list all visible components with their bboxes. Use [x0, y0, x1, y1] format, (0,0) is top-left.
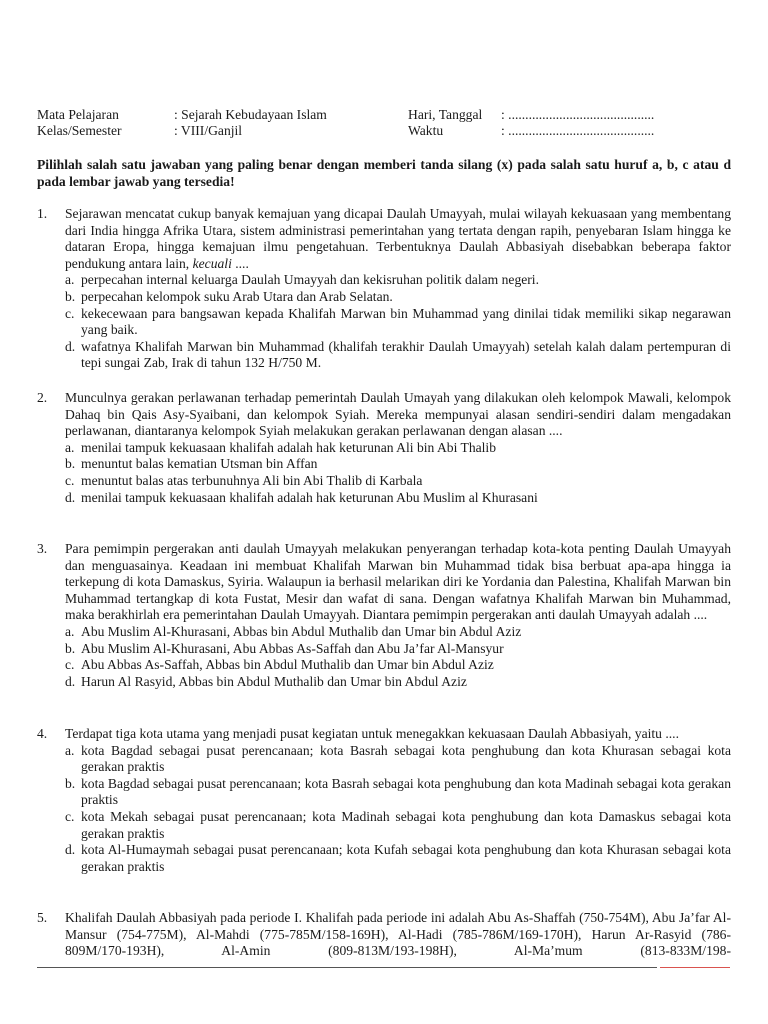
option-a[interactable]: a. kota Bagdad sebagai pusat perencanaan; kota Basrah sebagai kota penghubung dan kota Khurasan sebagai kota gerakan praktis: [65, 742, 731, 775]
question-5: [37, 910, 731, 960]
question-stem: Munculnya gerakan perlawanan terhadap pemerintah Daulah Umayah yang dilakukan oleh kelompok Mawali, kelompok Dahaq bin Qais Asy-Syaibani, dan kelompok Syiah. Mereka mempunyai alasan sendiri-sendiri dalam mengadakan perlawanan, diantaranya kelompok Syiah melakukan gerakan perlawanan dengan alasan ....: [65, 390, 731, 439]
question-2: [37, 390, 731, 506]
option-c[interactable]: c. kekecewaan para bangsawan kepada Khalifah Marwan bin Muhammad yang dinilai tidak memiliki sikap negarawan yang baik.: [65, 305, 731, 338]
footer-rule: [37, 967, 657, 968]
instructions: Pilihlah salah satu jawaban yang paling benar dengan memberi tanda silang (x) pada salah satu huruf a, b, c atau d pada lembar jawab yang tersedia!: [37, 157, 731, 189]
header-row-1: [37, 107, 738, 124]
footer-rule-accent: [660, 967, 730, 968]
option-b[interactable]: b. kota Bagdad sebagai pusat perencanaan; kota Basrah sebagai kota penghubung dan kota Madinah sebagai kota gerakan praktis: [65, 775, 731, 808]
question-number: 1.: [37, 206, 48, 221]
time-value: : ...........................................: [501, 123, 655, 138]
option-b[interactable]: b. Abu Muslim Al-Khurasani, Abu Abbas As-Saffah dan Abu Ja’far Al-Mansyur: [65, 640, 504, 656]
option-c[interactable]: c. menuntut balas atas terbunuhnya Ali bin Abi Thalib di Karbala: [65, 472, 423, 488]
question-stem: Sejarawan mencatat cukup banyak kemajuan yang dicapai Daulah Umayyah, mulai wilayah kekuasaan yang membentang dari India hingga Afrika Utara, sistem administrasi pemerintahan yang tertata dengan rapih, penyebaran Islam hingga ke dataran Eropa, hingga kemajuan ilmu pengetahuan. Terbentuknya Daulah Abbasiyah disebabkan beberapa faktor pendukung antara lain, kecuali ....: [65, 206, 731, 271]
question-number: 4.: [37, 726, 48, 741]
option-a[interactable]: a. Abu Muslim Al-Khurasani, Abbas bin Abdul Muthalib dan Umar bin Abdul Aziz: [65, 623, 522, 639]
option-c[interactable]: c. kota Mekah sebagai pusat perencanaan; kota Madinah sebagai kota penghubung dan kota Damaskus sebagai kota gerakan praktis: [65, 808, 731, 841]
question-stem: Para pemimpin pergerakan anti daulah Umayyah melakukan penyerangan terhadap kota-kota penting Daulah Umayyah dan menguasainya. Keadaan ini membuat Khalifah Marwan bin Muhammad tidak bisa berbuat apa-apa hingga ia terkepung di kota Damaskus, Syiria. Walaupun ia berhasil melarikan diri ke Yordania dan Palestina, Khalifah Marwan bin Muhammad tertangkap di kota Fustat, Mesir dan wafat di sana. Dengan wafatnya Khalifah Marwan bin Muhammad, maka berakhirlah era pemerintahan Daulah Umayyah. Diantara pemimpin pergerakan anti daulah Umayyah adalah ....: [65, 541, 731, 623]
subject-label: Mata Pelajaran: [37, 107, 119, 122]
option-d[interactable]: d. Harun Al Rasyid, Abbas bin Abdul Muthalib dan Umar bin Abdul Aziz: [65, 673, 467, 689]
question-number: 2.: [37, 390, 48, 405]
option-b[interactable]: b. perpecahan kelompok suku Arab Utara dan Arab Selatan.: [65, 288, 393, 304]
question-stem: Terdapat tiga kota utama yang menjadi pusat kegiatan untuk menegakkan kekuasaan Daulah Abbasiyah, yaitu ....: [65, 726, 679, 741]
option-c[interactable]: c. Abu Abbas As-Saffah, Abbas bin Abdul Muthalib dan Umar bin Abdul Aziz: [65, 657, 494, 673]
kecuali-emphasis: kecuali: [192, 255, 232, 271]
time-label: Waktu: [408, 123, 444, 138]
class-label: Kelas/Semester: [37, 123, 122, 138]
option-d[interactable]: d. wafatnya Khalifah Marwan bin Muhammad (khalifah terakhir Daulah Umayyah) setelah kalah dalam pertempuran di tepi sungai Zab, Irak di tahun 132 H/750 M.: [65, 338, 731, 371]
question-1: [37, 206, 731, 372]
question-number: 3.: [37, 541, 48, 556]
subject-value: : Sejarah Kebudayaan Islam: [174, 107, 327, 122]
question-number: 5.: [37, 910, 48, 925]
option-b[interactable]: b. menuntut balas kematian Utsman bin Affan: [65, 456, 318, 472]
option-a[interactable]: a. perpecahan internal keluarga Daulah Umayyah dan kekisruhan politik dalam negeri.: [65, 272, 539, 288]
question-stem: Khalifah Daulah Abbasiyah pada periode I. Khalifah pada periode ini adalah Abu As-Shaffah (750-754M), Abu Ja’far Al-Mansur (754-775M), Al-Mahdi (775-785M/158-169H), Al-Hadi (785-786M/169-170H), Harun Ar-Rasyid (786-809M/170-193H), Al-Amin (809-813M/193-198H), Al-Ma’mum (813-833M/198-: [65, 910, 731, 959]
header-row-2: [37, 123, 738, 140]
date-value: : ...........................................: [501, 107, 655, 122]
class-value: : VIII/Ganjil: [174, 123, 243, 138]
question-3: [37, 541, 731, 690]
question-4: [37, 726, 731, 875]
date-label: Hari, Tanggal: [408, 107, 483, 122]
option-d[interactable]: d. menilai tampuk kekuasaan khalifah adalah hak keturunan Abu Muslim al Khurasani: [65, 489, 538, 505]
option-d[interactable]: d. kota Al-Humaymah sebagai pusat perencanaan; kota Kufah sebagai kota penghubung dan kota Khurasan sebagai kota gerakan praktis: [65, 842, 731, 874]
option-a[interactable]: a. menilai tampuk kekuasaan khalifah adalah hak keturunan Ali bin Abi Thalib: [65, 439, 497, 455]
